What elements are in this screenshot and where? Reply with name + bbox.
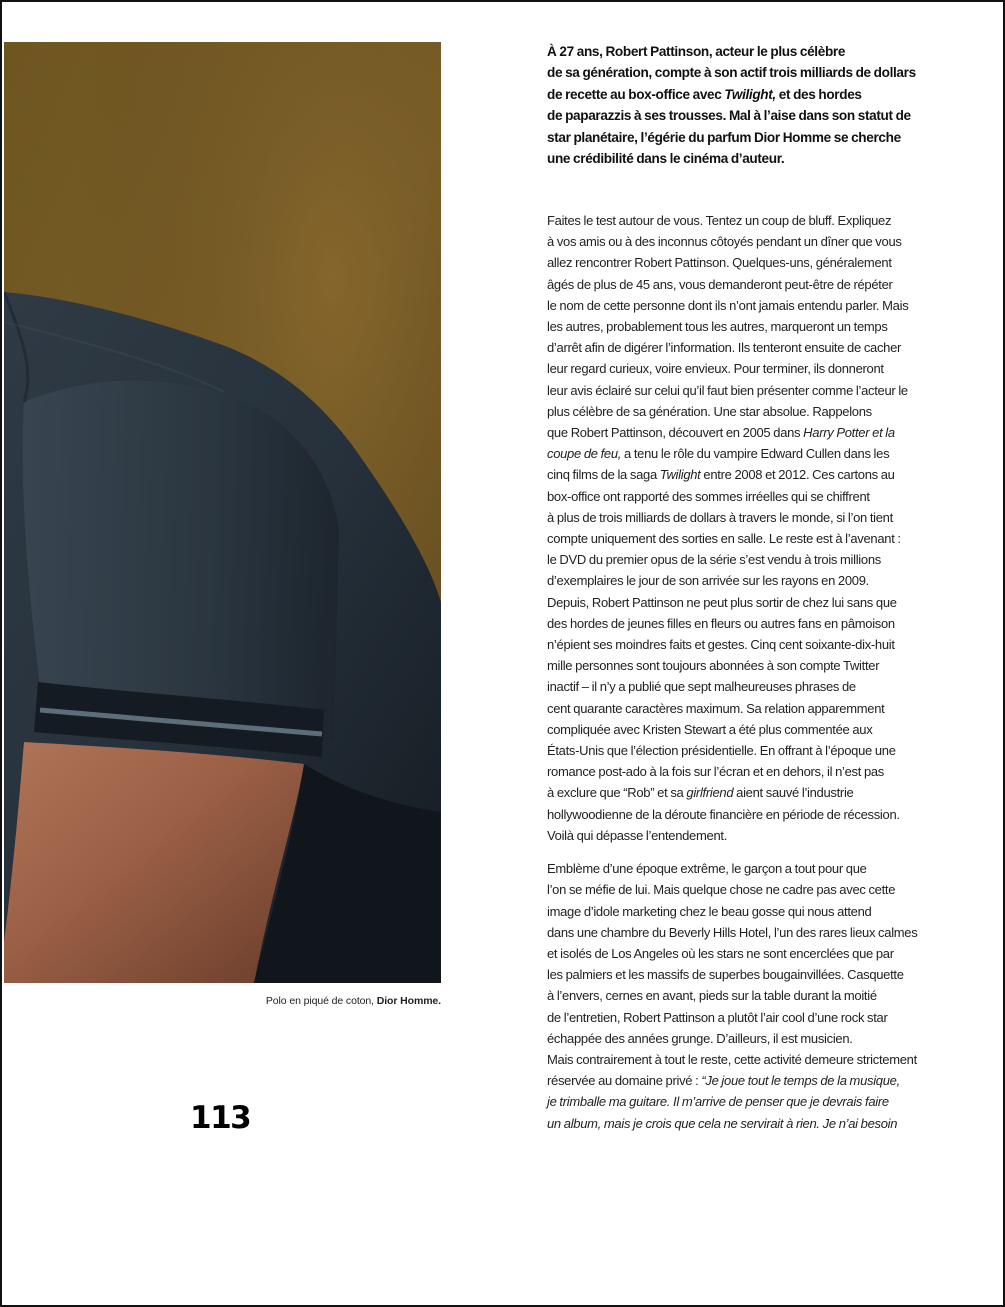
- body-line: [547, 1091, 947, 1112]
- italic-text: Harry Potter et la: [803, 425, 895, 441]
- text-run: inactif – il n’y a publié que sept malheureuses phrases de: [547, 679, 856, 695]
- article-body: [547, 210, 947, 1134]
- text-run: n’épient ses moindres faits et gestes. Cinq cent soixante-dix-huit: [547, 637, 895, 653]
- body-line: [547, 1070, 947, 1091]
- body-line: [547, 943, 947, 964]
- italic-text: Twilight,: [724, 86, 776, 102]
- body-line: [547, 507, 947, 528]
- text-run: allez rencontrer Robert Pattinson. Quelques-uns, généralement: [547, 255, 892, 271]
- text-run: de recette au box-office avec: [547, 86, 725, 102]
- text-run: le nom de cette personne dont ils n’ont jamais entendu parler. Mais: [547, 297, 909, 313]
- page-number: 113: [190, 1100, 251, 1136]
- text-run: cinq films de la saga: [547, 467, 660, 483]
- text-run: échappée des années grunge. D’ailleurs, il est musicien.: [547, 1030, 853, 1046]
- body-line: [547, 486, 947, 507]
- body-line: [547, 443, 947, 464]
- body-line: [547, 858, 947, 879]
- lede-line: [547, 105, 947, 126]
- text-run: à vos amis ou à des inconnus côtoyés pendant un dîner que vous: [547, 234, 902, 250]
- body-line: [547, 676, 947, 697]
- text-run: d’arrêt afin de digérer l’information. Ils tenteront ensuite de cacher: [547, 340, 902, 356]
- body-line: [547, 922, 947, 943]
- body-line: [547, 337, 947, 358]
- text-run: hollywoodienne de la déroute financière en période de récession.: [547, 806, 900, 822]
- text-run: leur avis éclairé sur celui qu’il faut bien présenter comme l’acteur le: [547, 382, 908, 398]
- italic-text: “Je joue tout le temps de la musique,: [701, 1073, 900, 1089]
- text-run: âgés de plus de 45 ans, vous demanderont peut-être de répéter: [547, 276, 893, 292]
- text-run: Voilà qui dépasse l’entendement.: [547, 827, 728, 843]
- text-run: dans une chambre du Beverly Hills Hotel, l’un des rares lieux calmes: [547, 924, 918, 940]
- text-run: Faites le test autour de vous. Tentez un coup de bluff. Expliquez: [547, 213, 892, 228]
- body-line: [547, 274, 947, 295]
- text-run: a tenu le rôle du vampire Edward Cullen dans les: [621, 446, 890, 462]
- text-run: que Robert Pattinson, découvert en 2005 dans: [547, 425, 804, 441]
- body-line: [547, 804, 947, 825]
- text-run: à l’envers, cernes en avant, pieds sur la table durant la moitié: [547, 988, 877, 1004]
- body-line: [547, 1007, 947, 1028]
- text-run: de sa génération, compte à son actif trois milliards de dollars: [547, 65, 916, 81]
- text-run: Emblème d’une époque extrême, le garçon a tout pour que: [547, 861, 867, 877]
- body-line: [547, 901, 947, 922]
- lede-line: [547, 84, 947, 105]
- text-run: Mais contrairement à tout le reste, cette activité demeure strictement: [547, 1051, 917, 1067]
- body-line: [547, 549, 947, 570]
- body-line: [547, 1028, 947, 1049]
- text-run: star planétaire, l’égérie du parfum Dior Homme se cherche: [547, 129, 901, 145]
- body-line: [547, 422, 947, 443]
- text-run: États-Unis que l’élection présidentielle. En offrant à l’époque une: [547, 743, 896, 759]
- text-run: à exclure que “Rob” et sa: [547, 785, 687, 801]
- body-line: [547, 570, 947, 591]
- text-run: et des hordes: [775, 86, 862, 102]
- text-run: l’on se méfie de lui. Mais quelque chose ne cadre pas avec cette: [547, 882, 896, 898]
- text-run: compliquée avec Kristen Stewart a été plus commentée aux: [547, 721, 873, 737]
- body-line: [547, 655, 947, 676]
- body-line: [547, 985, 947, 1006]
- italic-text: Twilight: [659, 467, 701, 483]
- body-line: [547, 528, 947, 549]
- text-run: image d’idole marketing chez le beau gosse qui nous attend: [547, 903, 872, 919]
- portrait-photo: [4, 42, 441, 983]
- body-line: [547, 698, 947, 719]
- body-line: [547, 761, 947, 782]
- body-line: [547, 252, 947, 273]
- body-line: [547, 316, 947, 337]
- text-run: de l’entretien, Robert Pattinson a plutôt l’air cool d’une rock star: [547, 1009, 888, 1025]
- body-line: [547, 825, 947, 846]
- body-line: [547, 231, 947, 252]
- italic-text: un album, mais je crois que cela ne servirait à rien. Je n’ai besoin: [547, 1115, 898, 1131]
- text-run: réservée au domaine privé :: [547, 1073, 702, 1089]
- body-line: [547, 1049, 947, 1070]
- article-lede: [547, 41, 947, 169]
- text-run: les autres, probablement tous les autres, marqueront un temps: [547, 319, 888, 335]
- text-run: à plus de trois milliards de dollars à travers le monde, si l’on tient: [547, 509, 893, 525]
- lede-line: [547, 148, 947, 169]
- text-run: des hordes de jeunes filles en fleurs ou autres fans en pâmoison: [547, 615, 895, 631]
- text-run: compte uniquement des sorties en salle. Le reste est à l’avenant :: [547, 531, 901, 547]
- body-line: [547, 210, 947, 231]
- lede-line: [547, 41, 947, 62]
- paragraph-gap: [547, 846, 947, 858]
- body-line: [547, 782, 947, 803]
- body-line: [547, 740, 947, 761]
- text-run: de paparazzis à ses trousses. Mal à l’aise dans son statut de: [547, 108, 911, 124]
- body-line: [547, 464, 947, 485]
- body-line: [547, 592, 947, 613]
- body-line: [547, 613, 947, 634]
- body-line: [547, 401, 947, 422]
- text-run: le DVD du premier opus de la série s’est vendu à trois millions: [547, 552, 881, 568]
- text-run: plus célèbre de sa génération. Une star absolue. Rappelons: [547, 403, 872, 419]
- text-run: mille personnes sont toujours abonnées à son compte Twitter: [547, 658, 880, 674]
- body-line: [547, 719, 947, 740]
- body-line: [547, 634, 947, 655]
- body-line: [547, 1113, 947, 1134]
- text-run: cent quarante caractères maximum. Sa relation apparemment: [547, 700, 885, 716]
- text-run: d’exemplaires le jour de son arrivée sur les rayons en 2009.: [547, 573, 869, 589]
- text-run: leur regard curieux, voire envieux. Pour terminer, ils donneront: [547, 361, 884, 377]
- italic-text: coupe de feu,: [547, 446, 622, 462]
- body-line: [547, 380, 947, 401]
- lede-line: [547, 62, 947, 83]
- text-run: romance post-ado à la fois sur l’écran et en dehors, il n’est pas: [547, 764, 885, 780]
- text-run: une crédibilité dans le cinéma d’auteur.: [547, 151, 785, 167]
- body-line: [547, 358, 947, 379]
- caption-text: Polo en piqué de coton,: [265, 995, 377, 1007]
- body-paragraph: [547, 858, 947, 1134]
- italic-text: je trimballe ma guitare. Il m’arrive de penser que je devrais faire: [547, 1094, 889, 1110]
- body-line: [547, 879, 947, 900]
- text-run: et isolés de Los Angeles où les stars ne sont encerclées que par: [547, 945, 894, 961]
- text-run: aient sauvé l’industrie: [733, 785, 854, 801]
- body-line: [547, 964, 947, 985]
- italic-text: girlfriend: [686, 785, 734, 801]
- text-run: les palmiers et les massifs de superbes bougainvillées. Casquette: [547, 967, 904, 983]
- body-paragraph: [547, 210, 947, 846]
- photo-caption: [152, 995, 441, 1007]
- portrait-photo-image: [4, 42, 441, 983]
- text-run: box-office ont rapporté des sommes irréelles qui se chiffrent: [547, 488, 870, 504]
- text-run: Depuis, Robert Pattinson ne peut plus sortir de chez lui sans que: [547, 594, 897, 610]
- body-line: [547, 295, 947, 316]
- text-run: À 27 ans, Robert Pattinson, acteur le plus célèbre: [547, 44, 846, 59]
- lede-line: [547, 127, 947, 148]
- text-run: entre 2008 et 2012. Ces cartons au: [700, 467, 895, 483]
- caption-brand: Dior Homme.: [376, 995, 441, 1007]
